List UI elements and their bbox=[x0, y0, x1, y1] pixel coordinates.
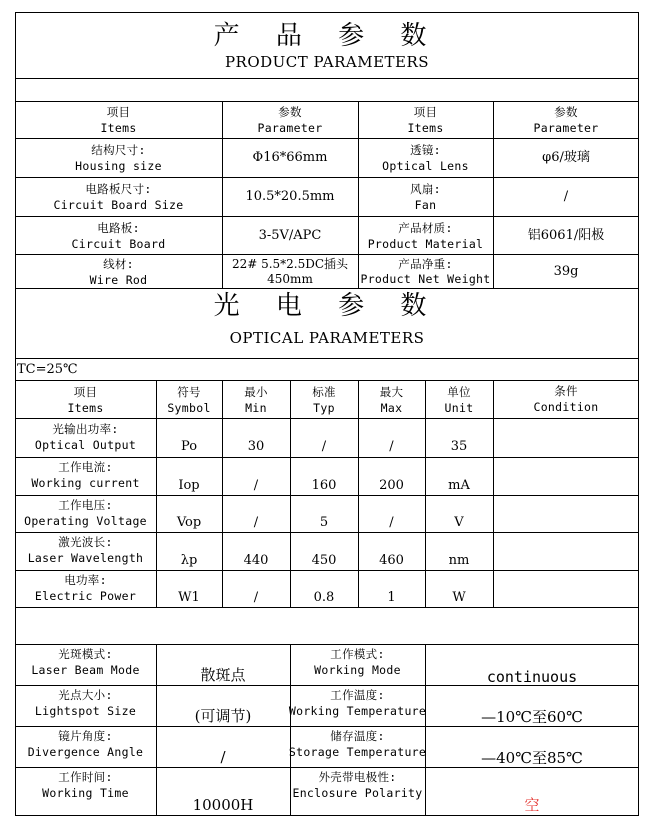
optical-condition-electric-power bbox=[493, 571, 639, 607]
product-value-net-weight: 39g bbox=[553, 263, 579, 279]
optical-unit-optical-output: 35 bbox=[450, 439, 468, 454]
optical-unit-working-current: mA bbox=[448, 477, 470, 493]
product-value-housing-size: Φ16*66mm bbox=[252, 150, 328, 165]
product-value-fan: / bbox=[563, 189, 569, 204]
optical-label-electric-power: 电功率: Electric Power bbox=[34, 573, 137, 603]
misc-value-working-mode: continuous bbox=[486, 668, 578, 686]
optical-header-unit: 单位 Unit bbox=[444, 384, 474, 415]
optical-typ-optical-output: / bbox=[321, 439, 327, 454]
optical-title-cn: 光 电 参 数 bbox=[213, 291, 441, 321]
optical-max-electric-power: 1 bbox=[387, 590, 396, 605]
product-value-circuit-board-size: 10.5*20.5mm bbox=[245, 189, 335, 204]
product-label-fan: 风扇: Fan bbox=[410, 182, 441, 212]
misc-label-working-temperature: 工作温度: Working Temperature bbox=[288, 688, 427, 718]
optical-min-working-current: / bbox=[253, 477, 259, 493]
misc-value-laser-beam-mode: 散斑点 bbox=[200, 666, 246, 684]
optical-condition-laser-wavelength bbox=[493, 533, 639, 570]
misc-value-lightspot-size: (可调节) bbox=[194, 707, 252, 725]
optical-unit-laser-wavelength: nm bbox=[448, 552, 470, 568]
optical-typ-working-current: 160 bbox=[311, 477, 337, 493]
optical-symbol-po: Po bbox=[180, 439, 198, 454]
tc-condition: TC=25℃ bbox=[17, 362, 78, 377]
product-value-wire-rod: 22# 5.5*2.5DC插头 450mm bbox=[231, 256, 349, 286]
misc-value-storage-temperature: —40℃至85℃ bbox=[481, 749, 583, 767]
product-value-optical-lens: φ6/玻璃 bbox=[542, 150, 590, 165]
optical-typ-laser-wavelength: 450 bbox=[311, 552, 337, 568]
optical-typ-operating-voltage: 5 bbox=[319, 515, 329, 530]
product-label-product-material: 产品材质: Product Material bbox=[367, 220, 484, 251]
optical-header-max: 最大 Max bbox=[379, 384, 404, 415]
product-label-circuit-board: 电路板: Circuit Board bbox=[71, 220, 166, 251]
misc-label-working-mode: 工作模式: Working Mode bbox=[314, 647, 401, 677]
misc-value-working-temperature: —10℃至60℃ bbox=[481, 708, 583, 726]
misc-label-lightspot-size: 光点大小: Lightspot Size bbox=[34, 688, 137, 718]
optical-min-electric-power: / bbox=[253, 590, 259, 605]
optical-label-laser-wavelength: 激光波长: Laser Wavelength bbox=[27, 535, 144, 565]
product-header-parameter-left: 参数 Parameter bbox=[257, 105, 323, 135]
optical-symbol-w1: W1 bbox=[178, 590, 200, 605]
optical-label-optical-output: 光输出功率: Optical Output bbox=[34, 422, 137, 452]
optical-unit-operating-voltage: V bbox=[454, 515, 464, 530]
optical-header-symbol: 符号 Symbol bbox=[167, 384, 211, 415]
optical-symbol-lambda-p: λp bbox=[180, 552, 198, 568]
misc-label-storage-temperature: 储存温度: Storage Temperature bbox=[288, 729, 427, 759]
product-title-cn: 产 品 参 数 bbox=[213, 21, 441, 51]
optical-header-min: 最小 Min bbox=[244, 384, 268, 415]
optical-label-working-current: 工作电流: Working current bbox=[31, 460, 140, 490]
misc-label-divergence-angle: 镜片角度: Divergence Angle bbox=[27, 729, 144, 759]
optical-typ-electric-power: 0.8 bbox=[313, 590, 335, 605]
optical-unit-electric-power: W bbox=[452, 590, 466, 605]
optical-max-operating-voltage: / bbox=[389, 515, 394, 530]
product-label-net-weight: 产品净重: Product Net Weight bbox=[360, 256, 491, 286]
optical-header-typ: 标准 Typ bbox=[312, 384, 336, 415]
product-header-items-left: 项目 Items bbox=[100, 105, 137, 135]
optical-condition-operating-voltage bbox=[493, 496, 639, 532]
optical-min-operating-voltage: / bbox=[253, 515, 259, 530]
optical-max-laser-wavelength: 460 bbox=[379, 552, 404, 568]
misc-label-laser-beam-mode: 光斑模式: Laser Beam Mode bbox=[31, 647, 140, 677]
misc-value-enclosure-polarity: 空 bbox=[524, 796, 540, 814]
misc-value-working-time: 10000H bbox=[192, 796, 254, 814]
misc-label-enclosure-polarity: 外壳带电极性: Enclosure Polarity bbox=[292, 770, 423, 800]
product-label-housing-size: 结构尺寸: Housing size bbox=[75, 143, 162, 173]
misc-value-divergence-angle: / bbox=[220, 748, 226, 766]
product-header-items-right: 项目 Items bbox=[407, 105, 444, 135]
optical-min-laser-wavelength: 440 bbox=[243, 552, 269, 568]
optical-min-optical-output: 30 bbox=[247, 439, 265, 454]
optical-max-optical-output: / bbox=[389, 439, 394, 454]
optical-max-working-current: 200 bbox=[379, 477, 404, 493]
optical-symbol-iop: Iop bbox=[178, 477, 200, 493]
product-label-optical-lens: 透镜: Optical Lens bbox=[382, 143, 469, 173]
optical-label-operating-voltage: 工作电压: Operating Voltage bbox=[24, 498, 147, 528]
product-value-circuit-board: 3-5V/APC bbox=[258, 227, 322, 243]
misc-label-working-time: 工作时间: Working Time bbox=[42, 770, 129, 800]
product-value-product-material: 铝6061/阳极 bbox=[527, 227, 605, 243]
product-title-en: PRODUCT PARAMETERS bbox=[224, 53, 430, 71]
optical-condition-working-current bbox=[493, 458, 639, 495]
optical-header-condition: 条件 Condition bbox=[533, 384, 599, 414]
product-header-parameter-right: 参数 Parameter bbox=[533, 105, 599, 135]
optical-condition-optical-output bbox=[493, 419, 639, 457]
product-label-wire-rod: 线材: Wire Rod bbox=[89, 256, 148, 287]
product-label-circuit-board-size: 电路板尺寸: Circuit Board Size bbox=[53, 182, 184, 212]
optical-title-en: OPTICAL PARAMETERS bbox=[229, 329, 425, 347]
optical-symbol-vop: Vop bbox=[176, 515, 202, 530]
optical-header-items: 项目 Items bbox=[67, 384, 104, 415]
